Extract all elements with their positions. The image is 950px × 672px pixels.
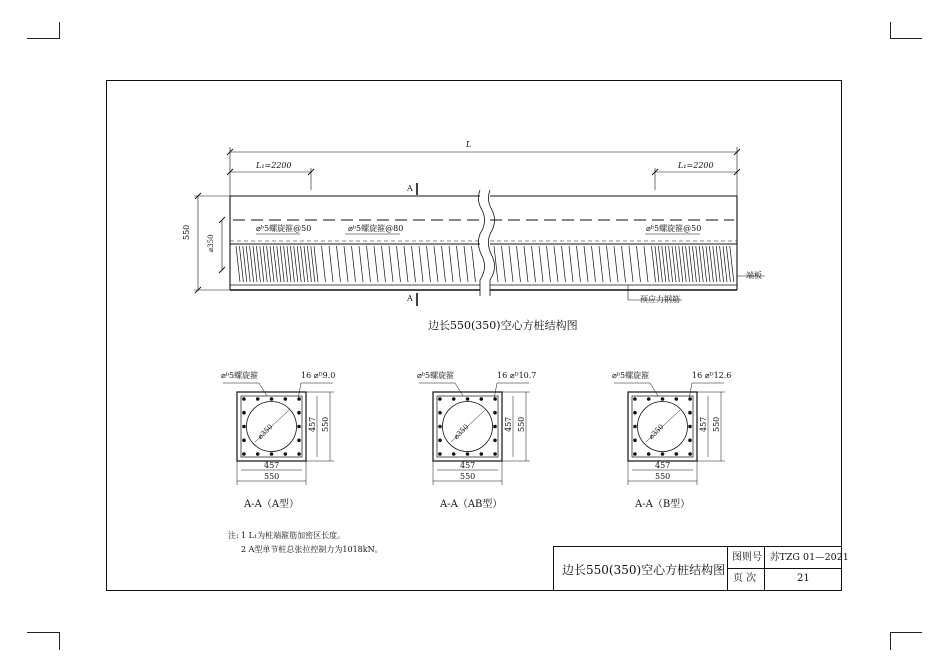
dim-outer-height-label: 550 (182, 224, 191, 240)
page-label: 页 次 (733, 573, 757, 584)
section-spiral-label: ⌀ᵇ5螺旋箍 (417, 371, 455, 380)
spiral-left-label: ⌀ᵇ5螺旋箍@50 (256, 224, 312, 233)
section-prestress-bar (633, 411, 637, 415)
spiral-stroke (412, 246, 416, 282)
spiral-stroke (524, 246, 528, 282)
section-prestress-bar (688, 452, 692, 456)
section-prestress-bar (438, 397, 442, 401)
notes-line-2: 2 A型单节桩总张拉控制力为1018kN。 (241, 545, 383, 554)
section-prestress-bar (297, 439, 301, 443)
spiral-stroke (442, 246, 446, 282)
spiral-stroke (655, 246, 659, 282)
spiral-stroke (584, 246, 588, 282)
section-title: A-A（AB型） (440, 499, 503, 510)
section-prestress-bar (661, 397, 665, 401)
break-line (478, 190, 484, 296)
section-prestress-bar (270, 452, 274, 456)
section-prestress-bar (256, 452, 260, 456)
section-prestress-bar (452, 452, 456, 456)
spiral-stroke (629, 246, 633, 282)
spiral-stroke (389, 246, 393, 282)
spiral-stroke (675, 246, 679, 282)
spiral-stroke (311, 246, 315, 282)
section-prestress-bar (480, 452, 484, 456)
spiral-stroke (665, 246, 669, 282)
spiral-stroke (669, 246, 673, 282)
spiral-stroke (716, 246, 720, 282)
section-prestress-bar (661, 452, 665, 456)
section-prestress-bar (493, 439, 497, 443)
spiral-stroke (706, 246, 710, 282)
spiral-stroke (464, 246, 468, 282)
spiral-stroke (253, 246, 257, 282)
dim-end-zone-left-label: L₁=2200 (256, 161, 292, 170)
prestress-bar-label: 预应力钢筋 (640, 295, 680, 304)
spiral-stroke (720, 246, 724, 282)
spiral-stroke (273, 246, 277, 282)
spiral-stroke (592, 246, 596, 282)
section-prestress-bar (438, 452, 442, 456)
spiral-stroke (658, 246, 662, 282)
spiral-stroke (301, 246, 305, 282)
spiral-stroke (703, 246, 707, 282)
section-inner-width: 457 (655, 461, 671, 470)
section-prestress-bar (633, 425, 637, 429)
spiral-stroke (696, 246, 700, 282)
spiral-stroke (246, 246, 250, 282)
section-prestress-bar (438, 425, 442, 429)
section-prestress-bar (493, 452, 497, 456)
spiral-stroke (709, 246, 713, 282)
spiral-stroke (730, 246, 734, 282)
pile-body (230, 196, 737, 290)
title-block-divider (764, 547, 765, 591)
spiral-mid-label: ⌀ᵇ5螺旋箍@80 (348, 224, 404, 233)
spiral-stroke (472, 246, 476, 282)
elevation-title: 边长550(350)空心方桩结构图 (428, 319, 578, 332)
spiral-stroke (322, 246, 326, 282)
section-prestress-bar (297, 397, 301, 401)
section-prestress-bar (633, 452, 637, 456)
section-prestress-bar (688, 411, 692, 415)
spiral-right-label: ⌀ᵇ5螺旋箍@50 (646, 224, 702, 233)
spiral-stroke (562, 246, 566, 282)
dim-end-zone-right-label: L₁=2200 (678, 161, 714, 170)
spiral-stroke (419, 246, 423, 282)
spiral-stroke (547, 246, 551, 282)
spiral-stroke (723, 246, 727, 282)
spiral-stroke (352, 246, 356, 282)
spiral-stroke (397, 246, 401, 282)
spiral-stroke (256, 246, 260, 282)
section-prestress-bar (242, 411, 246, 415)
spiral-stroke (304, 246, 308, 282)
section-prestress-bar (675, 397, 679, 401)
spiral-stroke (449, 246, 453, 282)
spiral-stroke (329, 246, 333, 282)
spiral-stroke (554, 246, 558, 282)
spiral-stroke (337, 246, 341, 282)
section-prestress-bar (242, 439, 246, 443)
section-bars-label: 16 ⌀ᴰ10.7 (497, 371, 537, 380)
spiral-stroke (287, 246, 291, 282)
section-prestress-bar (297, 411, 301, 415)
section-bars-label: 16 ⌀ᴰ9.0 (301, 371, 336, 380)
page-number: 21 (797, 573, 810, 584)
spiral-stroke (427, 246, 431, 282)
spiral-stroke (260, 246, 264, 282)
spiral-stroke (236, 246, 240, 282)
dim-inner-height-label: ⌀350 (207, 234, 215, 252)
spiral-stroke (539, 246, 543, 282)
section-outer-height: 550 (517, 416, 526, 432)
section-prestress-bar (480, 397, 484, 401)
section-inner-height: 457 (308, 416, 317, 432)
spiral-stroke (359, 246, 363, 282)
section-mark-top: A (407, 184, 413, 193)
section-outer-height: 550 (321, 416, 330, 432)
notes-prefix: 注: (228, 531, 239, 540)
title-block-title: 边长550(350)空心方桩结构图 (562, 563, 726, 577)
atlas-label: 图则号 (732, 552, 762, 563)
spiral-stroke (382, 246, 386, 282)
section-prestress-bar (466, 452, 470, 456)
spiral-stroke (290, 246, 294, 282)
spiral-stroke (270, 246, 274, 282)
section-title: A-A（A型） (244, 499, 300, 510)
spiral-stroke (280, 246, 284, 282)
section-title: A-A（B型） (635, 499, 691, 510)
spiral-stroke (692, 246, 696, 282)
spiral-stroke (457, 246, 461, 282)
spiral-stroke (637, 246, 641, 282)
spiral-stroke (239, 246, 243, 282)
spiral-stroke (682, 246, 686, 282)
spiral-stroke (686, 246, 690, 282)
section-prestress-bar (688, 425, 692, 429)
section-inner-height: 457 (504, 416, 513, 432)
section-prestress-bar (688, 439, 692, 443)
spiral-stroke (284, 246, 288, 282)
section-inner-width: 457 (264, 461, 280, 470)
section-prestress-bar (493, 425, 497, 429)
section-inner-height: 457 (699, 416, 708, 432)
spiral-stroke (622, 246, 626, 282)
section-outer-width: 550 (460, 472, 476, 481)
spiral-stroke (367, 246, 371, 282)
section-bars-label: 16 ⌀ᴰ12.6 (692, 371, 732, 380)
section-prestress-bar (242, 397, 246, 401)
section-prestress-bar (675, 452, 679, 456)
spiral-stroke (263, 246, 267, 282)
section-prestress-bar (633, 397, 637, 401)
section-inner-dia: ⌀350 (256, 422, 275, 441)
spiral-stroke (314, 246, 318, 282)
spiral-stroke (404, 246, 408, 282)
spiral-stroke (662, 246, 666, 282)
section-prestress-bar (242, 425, 246, 429)
section-prestress-bar (647, 452, 651, 456)
section-prestress-bar (452, 397, 456, 401)
section-prestress-bar (493, 397, 497, 401)
section-prestress-bar (633, 439, 637, 443)
section-inner-dia: ⌀350 (647, 422, 666, 441)
section-prestress-bar (688, 397, 692, 401)
spiral-stroke (294, 246, 298, 282)
section-outer-height: 550 (712, 416, 721, 432)
spiral-stroke (434, 246, 438, 282)
section-prestress-bar (438, 411, 442, 415)
title-block-title-cell (554, 547, 728, 591)
spiral-stroke (307, 246, 311, 282)
section-prestress-bar (438, 439, 442, 443)
section-inner-width: 457 (460, 461, 476, 470)
spiral-stroke (672, 246, 676, 282)
spiral-stroke (250, 246, 254, 282)
spiral-stroke (297, 246, 301, 282)
section-prestress-bar (466, 397, 470, 401)
spiral-stroke (243, 246, 247, 282)
section-prestress-bar (647, 397, 651, 401)
section-outer-width: 550 (264, 472, 280, 481)
spiral-stroke (679, 246, 683, 282)
section-prestress-bar (256, 397, 260, 401)
section-prestress-bar (493, 411, 497, 415)
spiral-stroke (277, 246, 281, 282)
section-prestress-bar (270, 397, 274, 401)
section-prestress-bar (242, 452, 246, 456)
spiral-stroke (713, 246, 717, 282)
section-prestress-bar (284, 452, 288, 456)
spiral-stroke (577, 246, 581, 282)
spiral-stroke (517, 246, 521, 282)
section-prestress-bar (297, 452, 301, 456)
spiral-stroke (699, 246, 703, 282)
spiral-stroke (532, 246, 536, 282)
spiral-stroke (267, 246, 271, 282)
section-spiral-label: ⌀ᵇ5螺旋箍 (612, 371, 650, 380)
spiral-stroke (569, 246, 573, 282)
spiral-stirrups (236, 246, 734, 282)
notes-line-1: 1 L₁为桩端箍筋加密区长度。 (241, 531, 346, 540)
spiral-stroke (599, 246, 603, 282)
spiral-stroke (644, 246, 648, 282)
spiral-stroke (652, 246, 656, 282)
section-outer-width: 550 (655, 472, 671, 481)
spiral-stroke (509, 246, 513, 282)
section-spiral-label: ⌀ᵇ5螺旋箍 (221, 371, 259, 380)
spiral-stroke (502, 246, 506, 282)
atlas-number: 苏TZG 01—2021 (770, 552, 849, 563)
spiral-stroke (689, 246, 693, 282)
spiral-stroke (374, 246, 378, 282)
section-mark-bottom: A (407, 294, 413, 303)
spiral-stroke (607, 246, 611, 282)
section-prestress-bar (297, 425, 301, 429)
spiral-stroke (726, 246, 730, 282)
spiral-stroke (614, 246, 618, 282)
end-plate-label: 端板 (746, 271, 762, 280)
dim-total-label: L (466, 140, 472, 149)
section-inner-dia: ⌀350 (452, 422, 471, 441)
section-prestress-bar (284, 397, 288, 401)
spiral-stroke (344, 246, 348, 282)
title-block (553, 546, 849, 591)
